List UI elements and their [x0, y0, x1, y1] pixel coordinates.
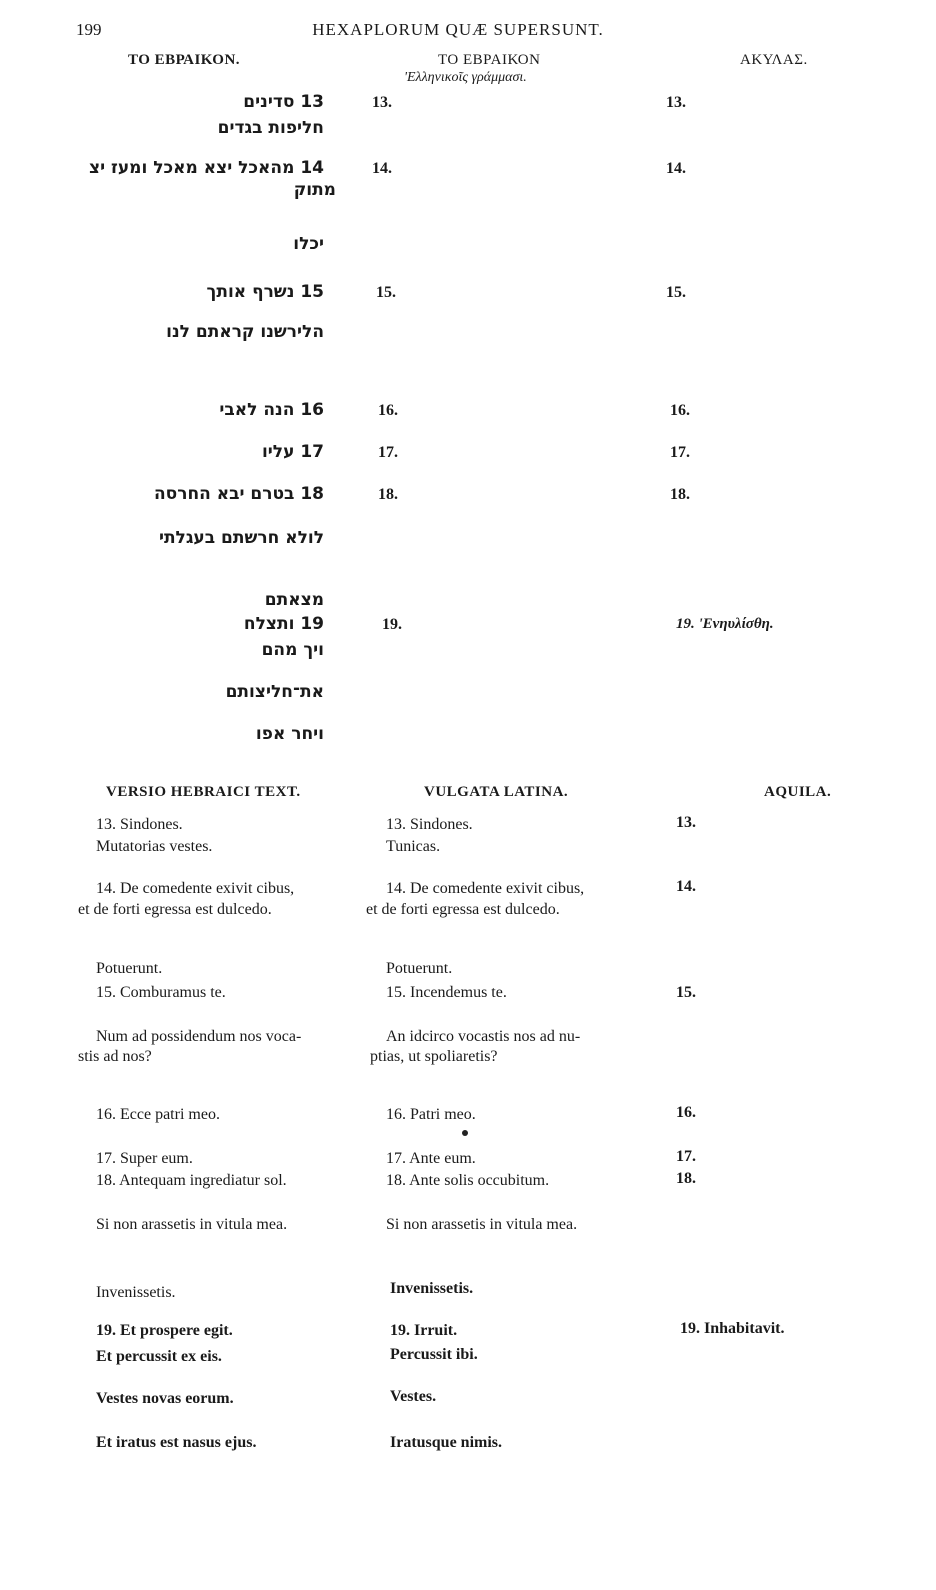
- running-title: HEXAPLORUM QUÆ SUPERSUNT.: [312, 20, 604, 39]
- heading-aquila-greek: ΑΚΥΛΑΣ.: [740, 52, 808, 68]
- hebrew-verse-13a: 13 סדינים: [243, 92, 324, 112]
- greek-verse-14: 14.: [372, 160, 392, 177]
- hebrew-verse-18b: לולא חרשתם בעגלתי: [158, 528, 324, 548]
- aquila-greek-verse-18: 18.: [670, 486, 690, 503]
- aquila-greek-verse-13: 13.: [666, 94, 686, 111]
- page-number: 199: [76, 20, 102, 39]
- hebrew-verse-19c: ויך מהם: [261, 640, 324, 660]
- hebrew-verse-18a: 18 בטרם יבא החרסה: [154, 484, 324, 504]
- vulgata-19b: Percussit ibi.: [390, 1346, 478, 1363]
- hebrew-verse-15a: 15 נשרף אותך: [206, 282, 324, 302]
- vulgata-18a: 18. Ante solis occubitum.: [386, 1172, 550, 1189]
- ink-spot: [462, 1130, 468, 1136]
- aquila-greek-verse-16: 16.: [670, 402, 690, 419]
- hebrew-verse-15b: הלירשנו קראתם לנו: [166, 322, 324, 342]
- versio-16: 16. Ecce patri meo.: [96, 1106, 220, 1123]
- aquila-latin-19: 19. Inhabitavit.: [680, 1320, 785, 1337]
- versio-19c: Vestes novas eorum.: [96, 1390, 234, 1407]
- versio-19a: 19. Et prospere egit.: [96, 1322, 233, 1339]
- versio-13a: 13. Sindones.: [96, 816, 183, 833]
- vulgata-19c: Vestes.: [390, 1388, 437, 1405]
- aquila-latin-13: 13.: [676, 814, 696, 831]
- vulgata-16: 16. Patri meo.: [386, 1106, 476, 1123]
- vulgata-15c: ptias, ut spoliaretis?: [370, 1048, 498, 1065]
- versio-15b: Num ad possidendum nos voca-: [96, 1028, 302, 1045]
- vulgata-14a: 14. De comedente exivit cibus,: [386, 880, 585, 897]
- hebrew-verse-14c: יכלו: [293, 234, 324, 254]
- versio-19b: Et percussit ex eis.: [96, 1348, 222, 1365]
- hebrew-verse-14a: 14 מהאכל יצא מאכל ומעז יצ: [89, 158, 324, 178]
- greek-verse-19: 19.: [382, 616, 402, 633]
- aquila-greek-verse-17: 17.: [670, 444, 690, 461]
- heading-hebrew-greek-letters-sub: 'Ελληνικοῖς γράμμασι.: [404, 70, 527, 85]
- vulgata-14b: et de forti egressa est dulcedo.: [366, 901, 560, 918]
- hebrew-verse-16: 16 הנה לאבי: [219, 400, 324, 420]
- aquila-greek-verse-19: 19. 'Ενηυλίσθη.: [676, 616, 774, 632]
- versio-14b: et de forti egressa est dulcedo.: [78, 901, 272, 918]
- vulgata-17: 17. Ante eum.: [386, 1150, 476, 1167]
- versio-18b: Si non arassetis in vitula mea.: [96, 1216, 288, 1233]
- vulgata-19a: 19. Irruit.: [390, 1322, 458, 1339]
- hebrew-verse-19e: ויחר אפו: [255, 724, 324, 744]
- hebrew-verse-19b: 19 ותצלח: [243, 614, 324, 634]
- greek-verse-13: 13.: [372, 94, 392, 111]
- greek-verse-16: 16.: [378, 402, 398, 419]
- versio-19d: Et iratus est nasus ejus.: [96, 1434, 257, 1451]
- vulgata-14c: Potuerunt.: [386, 960, 453, 977]
- aquila-latin-14: 14.: [676, 878, 696, 895]
- versio-17: 17. Super eum.: [96, 1150, 193, 1167]
- versio-15a: 15. Comburamus te.: [96, 984, 226, 1001]
- versio-13b: Mutatorias vestes.: [96, 838, 213, 855]
- vulgata-15a: 15. Incendemus te.: [386, 984, 507, 1001]
- versio-14c: Potuerunt.: [96, 960, 163, 977]
- aquila-latin-17: 17.: [676, 1148, 696, 1165]
- heading-vulgata-latina: VULGATA LATINA.: [424, 784, 569, 800]
- hebrew-verse-13b: חליפות בגדים: [217, 118, 324, 138]
- vulgata-15b: An idcirco vocastis nos ad nu-: [386, 1028, 581, 1045]
- hebrew-verse-19d: את־חליצותם: [225, 682, 324, 702]
- vulgata-19d: Iratusque nimis.: [390, 1434, 503, 1451]
- vulgata-18b: Si non arassetis in vitula mea.: [386, 1216, 578, 1233]
- aquila-greek-verse-14: 14.: [666, 160, 686, 177]
- versio-14a: 14. De comedente exivit cibus,: [96, 880, 295, 897]
- vulgata-13b: Tunicas.: [386, 838, 441, 855]
- hebrew-verse-14b: מתוק: [293, 180, 336, 200]
- aquila-greek-verse-15: 15.: [666, 284, 686, 301]
- greek-verse-17: 17.: [378, 444, 398, 461]
- aquila-latin-16: 16.: [676, 1104, 696, 1121]
- hebrew-verse-17: 17 עליו: [261, 442, 324, 462]
- heading-hebrew: ΤΟ ΕΒΡΑΙΚΟΝ.: [128, 52, 241, 68]
- heading-hebrew-greek-letters: ΤΟ ΕΒΡΑΙΚΟΝ: [438, 52, 541, 68]
- aquila-latin-15: 15.: [676, 984, 696, 1001]
- vulgata-13a: 13. Sindones.: [386, 816, 473, 833]
- versio-15c: stis ad nos?: [78, 1048, 152, 1065]
- versio-18a: 18. Antequam ingrediatur sol.: [96, 1172, 287, 1189]
- vulgata-18c: Invenissetis.: [390, 1280, 474, 1297]
- heading-aquila-latin: AQUILA.: [764, 784, 832, 800]
- heading-versio-hebraici: VERSIO HEBRAICI TEXT.: [106, 784, 301, 800]
- greek-verse-18: 18.: [378, 486, 398, 503]
- hebrew-verse-19a: מצאתם: [264, 590, 324, 610]
- versio-18c: Invenissetis.: [96, 1284, 176, 1301]
- aquila-latin-18: 18.: [676, 1170, 696, 1187]
- greek-verse-15: 15.: [376, 284, 396, 301]
